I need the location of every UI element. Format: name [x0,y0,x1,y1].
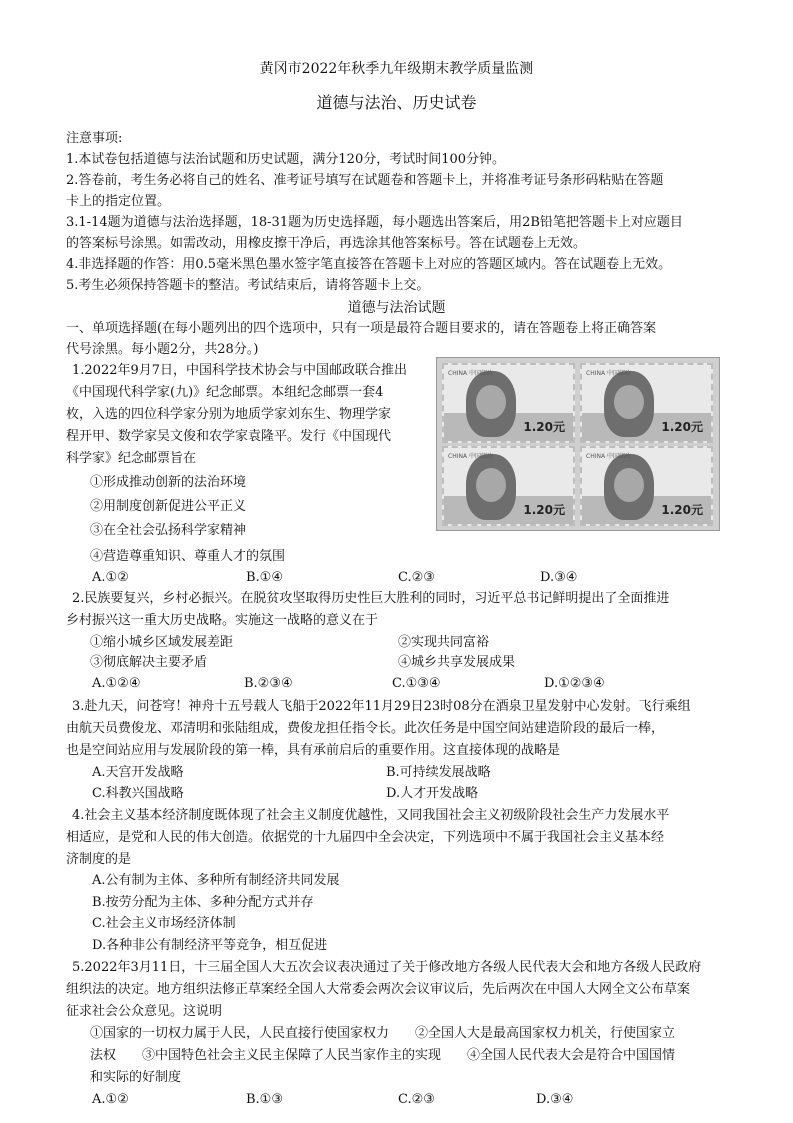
note-line: 1.本试卷包括道德与法治试题和历史试题，满分120分，考试时间100分钟。 [66,152,506,167]
q3-option-c: C.科教兴国战略 [92,786,184,801]
q5-option-d: D.③④ [536,1092,574,1107]
q5-stem: 征求社会公众意见。这说明 [66,1004,223,1019]
note-line: 2.答卷前，考生务必将自己的姓名、准考证号填写在试题卷和答题卡上，并将准考证号条形码粘贴在答题 [66,173,664,188]
q4-option-d: D.各种非公有制经济平等竞争，相互促进 [92,938,328,953]
q3-stem: 3.赴九天，问苍穹！神舟十五号载人飞船于2022年11月29日23时08分在酒泉卫星发射中心发射。飞行乘组 [72,699,691,714]
q1-stem: 科学家》纪念邮票旨在 [66,451,197,466]
note-line: 4.非选择题的作答：用0.5毫米黑色墨水签字笔直接答在答题卡上对应的答题区域内。答在试题卷上无效。 [66,257,672,272]
q2-option-a: A.①②④ [92,676,141,691]
q4-stem: 相适应，是党和人民的伟大创造。依据党的十九届四中全会决定，下列选项中不属于我国社会主义基本经 [66,830,665,845]
section-instructions: 一、单项选择题(在每小题列出的四个选项中，只有一项是最符合题目要求的，请在答题卷上将正确答案 [66,321,657,336]
stamp [580,446,713,526]
q3-option-b: B.可持续发展战略 [386,765,491,780]
q2-statement: ②实现共同富裕 [398,635,490,650]
q1-option-c: C.②③ [398,570,435,585]
stamp-label: CHINA 中国邮政 [586,453,631,460]
q4-option-c: C.社会主义市场经济体制 [92,916,236,931]
q1-option-a: A.①② [92,570,129,585]
q2-option-c: C.①③④ [392,676,441,691]
q3-option-a: A.天宫开发战略 [92,765,184,780]
note-line: 5.考生必须保持答题卡的整洁。考试结束后，请将答题卡上交。 [66,278,430,293]
q3-option-d: D.人才开发战略 [386,786,479,801]
q5-option-b: B.①③ [246,1092,283,1107]
stamp-label: CHINA 中国邮政 [586,370,631,377]
q5-stem: 5.2022年3月11日，十三届全国人大五次会议表决通过了关于修改地方各级人民代表大会和地方各级人民政府 [72,960,702,975]
q1-stem: 《中国现代科学家(九)》纪念邮票。本组纪念邮票一套4 [66,385,384,400]
q2-statement: ③彻底解决主要矛盾 [90,655,208,670]
q2-stem: 乡村振兴这一重大历史战略。实施这一战略的意义在于 [66,613,379,628]
q4-option-a: A.公有制为主体、多种所有制经济共同发展 [92,873,340,888]
q1-statement: ④营造尊重知识、尊重人才的氛围 [90,549,286,564]
stamp-value: 1.20元 [661,420,703,434]
q2-statement: ④城乡共享发展成果 [398,655,516,670]
note-line: 卡上的指定位置。 [66,194,171,209]
exam-title: 黄冈市2022年秋季九年级期末教学质量监测 [259,61,534,77]
q1-stem: 程开甲、数学家吴文俊和农学家袁隆平。发行《中国现代 [66,429,392,444]
q5-option-c: C.②③ [398,1092,435,1107]
q5-option-a: A.①② [92,1092,129,1107]
q2-stem: 2.民族要复兴，乡村必振兴。在脱贫攻坚取得历史性巨大胜利的同时，习近平总书记鲜明提出了全面推进 [72,591,670,606]
q1-statement: ②用制度创新促进公平正义 [90,499,247,514]
q5-statement: 法权 ③中国特色社会主义民主保障了人民当家作主的实现 ④全国人民代表大会是符合中国国情 [90,1048,676,1063]
stamp-label: CHINA 中国邮政 [448,453,493,460]
section-instructions: 代号涂黑。每小题2分，共28分。) [66,342,259,357]
q5-statement: 和实际的好制度 [90,1070,182,1085]
q2-option-b: B.②③④ [244,676,293,691]
q3-stem: 也是空间站应用与发展阶段的第一棒，具有承前启后的重要作用。这直接体现的战略是 [66,743,561,758]
stamp-value: 1.20元 [661,503,703,517]
stamp-value: 1.20元 [523,420,565,434]
q1-stem: 1.2022年9月7日，中国科学技术协会与中国邮政联合推出 [72,363,408,378]
stamp-label: CHINA 中国邮政 [448,370,493,377]
note-line: 的答案标号涂黑。如需改动，用橡皮擦干净后，再选涂其他答案标号。答在试题卷上无效。 [66,236,587,251]
q5-stem: 组织法的决定。地方组织法修正草案经全国人大常委会两次会议审议后，先后两次在中国人大网全文公布草案 [66,982,691,997]
stamp-sheet-image [436,357,720,531]
note-line: 3.1-14题为道德与法治选择题，18-31题为历史选择题，每小题选出答案后，用2B铅笔把答题卡上对应题目 [66,215,683,230]
q1-option-d: D.③④ [540,570,578,585]
exam-subtitle: 道德与法治、历史试卷 [316,93,477,112]
q5-statement: ①国家的一切权力属于人民，人民直接行使国家权力 ②全国人大是最高国家权力机关，行使国家立 [90,1026,676,1041]
q1-statement: ③在全社会弘扬科学家精神 [90,523,247,538]
q1-option-b: B.①④ [246,570,283,585]
q2-option-d: D.①②③④ [544,676,605,691]
q1-stem: 枚，入选的四位科学家分别为地质学家刘东生、物理学家 [66,407,392,422]
q4-stem: 4.社会主义基本经济制度既体现了社会主义制度优越性，又同我国社会主义初级阶段社会生产力发展水平 [72,808,670,823]
stamp [580,363,713,443]
q3-stem: 由航天员费俊龙、邓清明和张陆组成，费俊龙担任指令长。此次任务是中国空间站建造阶段的最后一棒， [66,721,665,736]
q1-statement: ①形成推动创新的法治环境 [90,475,247,490]
stamp [442,363,575,443]
q2-statement: ①缩小城乡区域发展差距 [90,635,234,650]
section-title: 道德与法治试题 [347,300,446,316]
stamp [442,446,575,526]
notes-heading: 注意事项: [66,131,123,146]
stamp-value: 1.20元 [523,503,565,517]
q4-option-b: B.按劳分配为主体、多种分配方式并存 [92,895,314,910]
q4-stem: 济制度的是 [66,852,132,867]
